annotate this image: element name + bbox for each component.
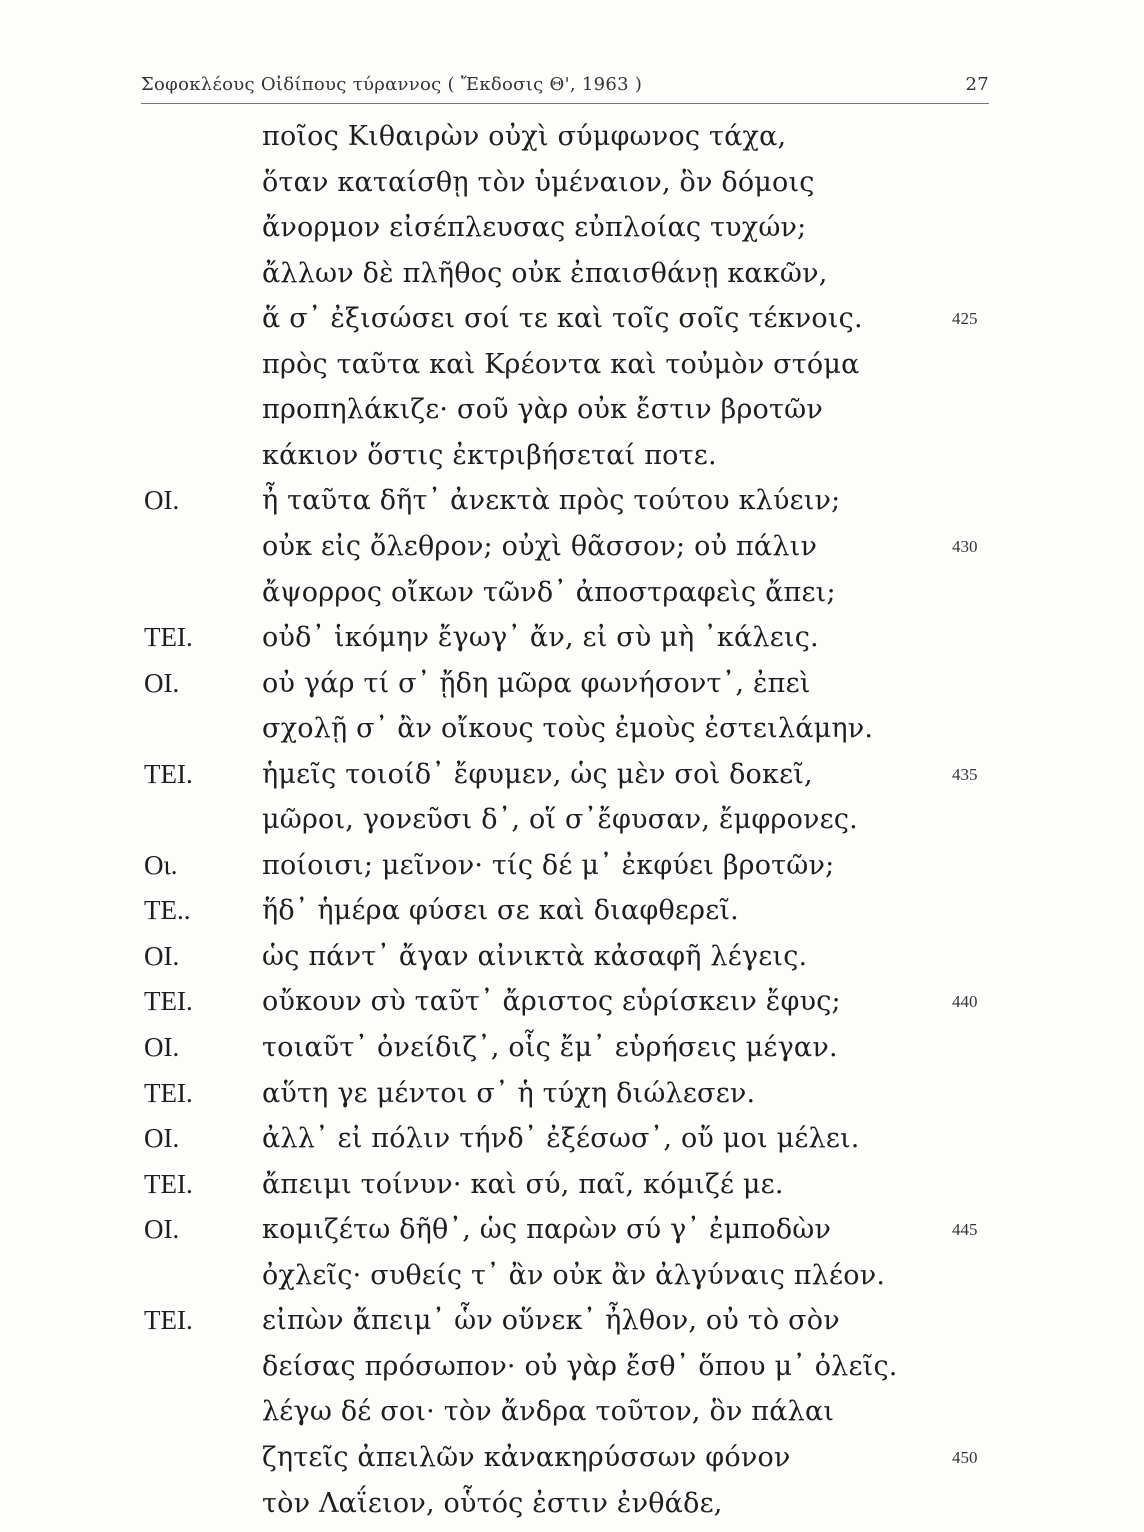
verse-line bbox=[0, 1305, 1144, 1349]
verse-text: ἄνορμον εἰσέπλευσας εὐπλοίας τυχών; bbox=[262, 212, 807, 244]
verse-text: ἄψορρος οἴκων τῶνδ᾽ ἀποστραφεὶς ἄπει; bbox=[262, 576, 836, 608]
speaker-label: ΟΙ. bbox=[144, 1214, 180, 1245]
verse-text: ἄπειμι τοίνυν· καὶ σύ, παῖ, κόμιζέ με. bbox=[262, 1168, 784, 1200]
verse-line bbox=[0, 258, 1144, 302]
verse-line bbox=[0, 713, 1144, 757]
verse-text: κομιζέτω δῆθ᾽, ὡς παρὼν σύ γ᾽ ἐμποδὼν bbox=[262, 1214, 832, 1246]
verse-line bbox=[0, 531, 1144, 575]
verse-line bbox=[0, 622, 1144, 666]
verse-text: ὀχλεῖς· συθείς τ᾽ ἂν οὐκ ἂν ἀλγύναις πλέον. bbox=[262, 1259, 886, 1291]
verse-line bbox=[0, 394, 1144, 438]
speaker-label: ΤΕΙ. bbox=[144, 622, 193, 653]
verse-text: ἀλλ᾽ εἰ πόλιν τήνδ᾽ ἐξέσωσ᾽, οὔ μοι μέλει. bbox=[262, 1123, 860, 1155]
verse-line bbox=[0, 668, 1144, 712]
speaker-label: ΤΕΙ. bbox=[144, 1168, 193, 1199]
verse-line bbox=[0, 167, 1144, 211]
verse-line bbox=[0, 1032, 1144, 1076]
verse-text: ζητεῖς ἀπειλῶν κἀνακηρύσσων φόνον bbox=[262, 1441, 791, 1473]
verse-text: οὐδ᾽ ἱκόμην ἔγωγ᾽ ἄν, εἰ σὺ μὴ ᾽κάλεις. bbox=[262, 622, 819, 654]
verse-text: τὸν Λαΐειον, οὗτός ἐστιν ἐνθάδε, bbox=[262, 1487, 723, 1519]
speaker-label: ΤΕΙ. bbox=[144, 1305, 193, 1336]
verse-text: οὐ γάρ τί σ᾽ ᾔδη μῶρα φωνήσοντ᾽, ἐπεὶ bbox=[262, 667, 811, 699]
speaker-label: ΟΙ. bbox=[144, 667, 180, 698]
verse-line bbox=[0, 986, 1144, 1030]
verse-line bbox=[0, 1396, 1144, 1440]
verse-line bbox=[0, 1351, 1144, 1395]
verse-text: λέγω δέ σοι· τὸν ἄνδρα τοῦτον, ὃν πάλαι bbox=[262, 1396, 835, 1428]
verse-text: ποῖος Κιθαιρὼν οὐχὶ σύμφωνος τάχα, bbox=[262, 121, 787, 152]
verse-line bbox=[0, 1169, 1144, 1213]
speaker-label: ΟΙ. bbox=[144, 940, 180, 971]
running-head-title: Σοφοκλέους Οἰδίπους τύραννος ( Ἔκδοσις Θ', 1963 ) bbox=[141, 74, 643, 95]
verse-text: ἄλλων δὲ πλῆθος οὐκ ἐπαισθάνῃ κακῶν, bbox=[262, 257, 828, 289]
verse-line bbox=[0, 349, 1144, 393]
verse-line bbox=[0, 121, 1144, 165]
verse-text: ποίοισι; μεῖνον· τίς δέ μ᾽ ἐκφύει βροτῶν; bbox=[262, 849, 835, 881]
speaker-label: ΤΕ.. bbox=[144, 895, 191, 926]
verse-text: δείσας πρόσωπον· οὐ γὰρ ἔσθ᾽ ὅπου μ᾽ ὀλεῖς. bbox=[262, 1350, 898, 1382]
running-head bbox=[141, 74, 989, 102]
line-number: 435 bbox=[952, 764, 978, 784]
verse-text: ἡμεῖς τοιοίδ᾽ ἔφυμεν, ὡς μὲν σοὶ δοκεῖ, bbox=[262, 758, 813, 790]
verse-text: ἦ ταῦτα δῆτ᾽ ἀνεκτὰ πρὸς τούτου κλύειν; bbox=[262, 485, 841, 517]
verse-line bbox=[0, 440, 1144, 484]
verse-line bbox=[0, 577, 1144, 621]
page-number: 27 bbox=[965, 74, 989, 95]
speaker-label: ΤΕΙ. bbox=[144, 986, 193, 1017]
speaker-label: Οι. bbox=[144, 849, 178, 880]
verse-line bbox=[0, 1442, 1144, 1486]
verse-text: προπηλάκιζε· σοῦ γὰρ οὐκ ἔστιν βροτῶν bbox=[262, 394, 823, 426]
speaker-label: ΤΕΙ. bbox=[144, 1077, 193, 1108]
verse-text: οὐκ εἰς ὄλεθρον; οὐχὶ θᾶσσον; οὐ πάλιν bbox=[262, 530, 818, 562]
verse-line bbox=[0, 303, 1144, 347]
verse-text: σχολῇ σ᾽ ἂν οἴκους τοὺς ἐμοὺς ἐστειλάμην. bbox=[262, 713, 874, 745]
verse-text: μῶροι, γονεῦσι δ᾽, οἵ σ᾽ἔφυσαν, ἔμφρονες. bbox=[262, 804, 858, 836]
speaker-label: ΟΙ. bbox=[144, 1032, 180, 1062]
verse-line bbox=[0, 804, 1144, 848]
verse-text: εἰπὼν ἄπειμ᾽ ὧν οὕνεκ᾽ ἦλθον, οὐ τὸ σὸν bbox=[262, 1305, 840, 1337]
verse-text: ἥδ᾽ ἡμέρα φύσει σε καὶ διαφθερεῖ. bbox=[262, 895, 739, 927]
verse-text: ὡς πάντ᾽ ἄγαν αἰνικτὰ κἀσαφῆ λέγεις. bbox=[262, 940, 808, 972]
verse-line bbox=[0, 1260, 1144, 1304]
line-number: 425 bbox=[952, 309, 978, 329]
verse-line bbox=[0, 1214, 1144, 1258]
verse-line bbox=[0, 895, 1144, 939]
speaker-label: ΟΙ. bbox=[144, 485, 180, 516]
verse-line bbox=[0, 1078, 1144, 1122]
speaker-label: ΤΕΙ. bbox=[144, 758, 193, 789]
line-number: 450 bbox=[952, 1447, 978, 1467]
verse-line bbox=[0, 212, 1144, 256]
verse-text: τοιαῦτ᾽ ὀνείδιζ᾽, οἷς ἔμ᾽ εὑρήσεις μέγαν. bbox=[262, 1032, 838, 1063]
verse-text: κάκιον ὅστις ἐκτριβήσεταί ποτε. bbox=[262, 439, 717, 471]
verse-text: πρὸς ταῦτα καὶ Κρέοντα καὶ τοὐμὸν στόμα bbox=[262, 348, 860, 380]
line-number: 445 bbox=[952, 1220, 978, 1240]
speaker-label: ΟΙ. bbox=[144, 1123, 180, 1154]
verse-text: αὕτη γε μέντοι σ᾽ ἡ τύχη διώλεσεν. bbox=[262, 1077, 756, 1109]
verse-line bbox=[0, 1488, 1144, 1532]
verse-line bbox=[0, 485, 1144, 529]
verse-line bbox=[0, 759, 1144, 803]
verse-text: ὅταν καταίσθῃ τὸν ὑμέναιον, ὃν δόμοις bbox=[262, 166, 815, 198]
line-number: 440 bbox=[952, 992, 978, 1012]
verse-text: ἅ σ᾽ ἐξισώσει σοί τε καὶ τοῖς σοῖς τέκνοις. bbox=[262, 303, 863, 335]
verse-line bbox=[0, 850, 1144, 894]
line-number: 430 bbox=[952, 536, 978, 556]
verse-line bbox=[0, 1123, 1144, 1167]
header-rule bbox=[141, 103, 989, 104]
verse-line bbox=[0, 941, 1144, 985]
verse-text: οὔκουν σὺ ταῦτ᾽ ἄριστος εὑρίσκειν ἔφυς; bbox=[262, 986, 841, 1018]
